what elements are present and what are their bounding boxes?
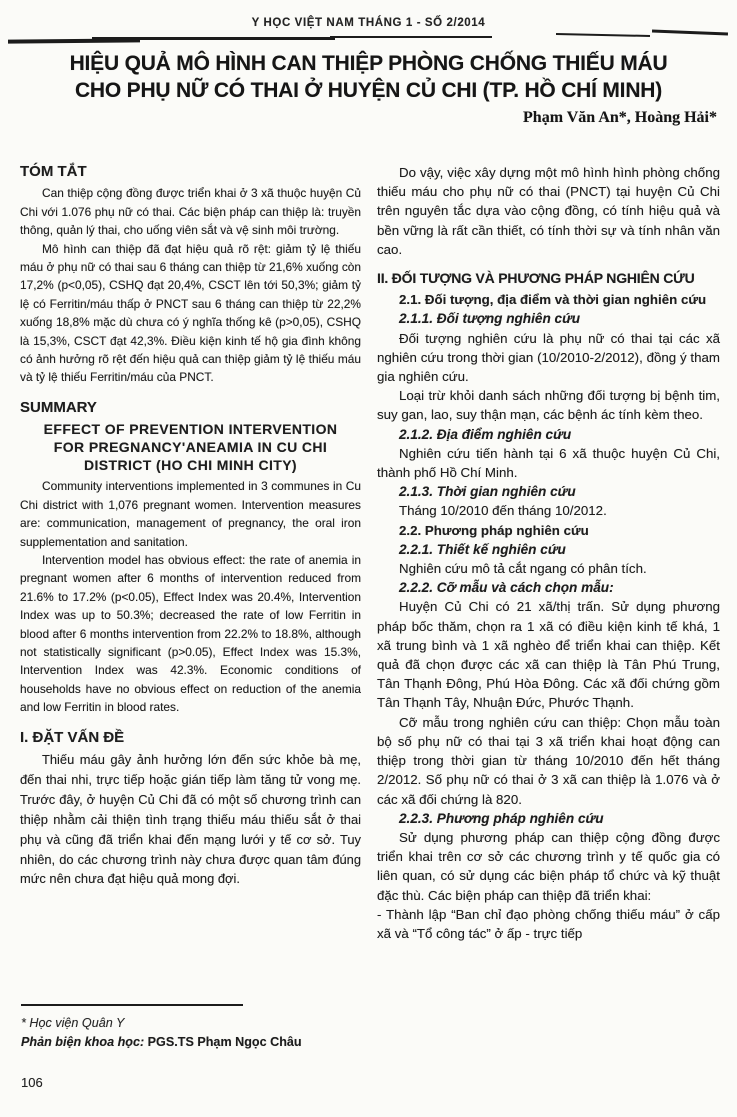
authors: Phạm Văn An*, Hoàng Hải* [523, 109, 717, 126]
subsection-heading-2-1-2: 2.1.2. Địa điểm nghiên cứu [399, 426, 572, 442]
footnote-rule [21, 1004, 243, 1006]
footnote-reviewer-value: PGS.TS Phạm Ngọc Châu [147, 1035, 302, 1049]
abstract-heading: TÓM TẮT [20, 163, 87, 180]
header-rule-segment [556, 33, 650, 37]
article-title-line1: HIỆU QUẢ MÔ HÌNH CAN THIỆP PHÒNG CHỐNG THIẾU MÁU [69, 52, 668, 75]
body-paragraph-list-item: - Thành lập “Ban chỉ đạo phòng chống thiếu máu” ở cấp xã và “Tổ công tác” ở ấp - trực tiếp [377, 906, 720, 941]
abstract-paragraph: Can thiệp cộng đồng được triển khai ở 3 xã thuộc huyện Củ Chi với 1.076 phụ nữ có thai. Các biện pháp can thiệp là: truyền thông, quản lý thai, cho uống viên sắt và vệ sinh môi trường. [20, 186, 361, 238]
summary-title-line3: DISTRICT (HO CHI MINH CITY) [83, 457, 297, 474]
introduction-heading: I. ĐẶT VẤN ĐỀ [20, 728, 125, 746]
article-title-line2: CHO PHỤ NỮ CÓ THAI Ở HUYỆN CỦ CHI (TP. HỒ CHÍ MINH) [74, 79, 663, 102]
subsection-heading-2-2-3: 2.2.3. Phương pháp nghiên cứu [399, 810, 604, 826]
summary-title-line1: EFFECT OF PREVENTION INTERVENTION [43, 421, 338, 438]
footnote [21, 1014, 356, 1052]
introduction-paragraph: Thiếu máu gây ảnh hưởng lớn đến sức khỏe bà mẹ, đến thai nhi, trực tiếp hoặc gián tiếp làm tăng tử vong mẹ. Trước đây, ở huyện Củ Chi đã có một số chương trình can thiệp nhằm cải thiện tình trạng thiếu máu thiếu sắt ở thai phụ và cũng đã triển khai đến mạng lưới y tế cơ sở. Tuy nhiên, do các chương trình này chưa được quan tâm đúng mức nên chưa đạt hiệu quả mong đợi. [20, 751, 361, 887]
left-column [20, 163, 361, 889]
subsection-heading-2-1: 2.1. Đối tượng, địa điểm và thời gian nghiên cứu [399, 292, 707, 308]
abstract-paragraph: Mô hình can thiệp đã đạt hiệu quả rõ rệt: giảm tỷ lệ thiếu máu ở phụ nữ có thai sau 6 tháng can thiệp từ 21,6% xuống còn 17,2% (p<0,05), CSHQ đạt 20,4%, CSCT lên tới 50,3%; giảm tỷ lệ có Ferritin/máu thấp ở PNCT sau 6 tháng can thiệp từ 22,2% xuống 18,8% mặc dù chưa có ý nghĩa thống kê (p>0,05), CSHQ là 15,3%, CSCT đạt 42,3%. Điều kiện kinh tế hộ gia đình không có ảnh hưởng rõ rệt đến hiệu quả can thiệp giảm tỷ lệ thiếu máu và tỷ lệ thiếu Ferritin/máu của PNCT. [20, 241, 361, 385]
page-number: 106 [21, 1075, 43, 1090]
header-rule-segment [330, 36, 492, 38]
journal-header: Y HỌC VIỆT NAM THÁNG 1 - SỐ 2/2014 [251, 17, 486, 29]
summary-paragraph: Community interventions implemented in 3 communes in Cu Chi district with 1,076 pregnant women. Intervention measures are: communication, management of pregnancy, the oral iron supplementation and sanitation. [20, 479, 361, 549]
body-paragraph: Đối tượng nghiên cứu là phụ nữ có thai tại các xã nghiên cứu trong thời gian (10/2010-2/2012), đồng ý tham gia nghiên cứu. [377, 330, 720, 385]
body-paragraph: Loại trừ khỏi danh sách những đối tượng bị bệnh tim, suy gan, lao, suy thận mạn, các bệnh ác tính kèm theo. [377, 388, 720, 423]
summary-title-line2: FOR PREGNANCY'ANEAMIA IN CU CHI [53, 439, 328, 456]
right-column [377, 163, 720, 943]
header-rule-segment [92, 37, 335, 40]
subsection-heading-2-1-3: 2.1.3. Thời gian nghiên cứu [399, 484, 576, 500]
subsection-heading-2-2-1: 2.2.1. Thiết kế nghiên cứu [399, 541, 566, 557]
methods-section-heading: II. ĐỐI TƯỢNG VÀ PHƯƠNG PHÁP NGHIÊN CỨU [377, 270, 695, 287]
body-paragraph: Sử dụng phương pháp can thiệp cộng đồng được triển khai trên cơ sở các chương trình y tế quốc gia có liên quan, có sử dụng các biện pháp tổ chức và kỹ thuật đặc thù. Các biện pháp can thiệp đã triển khai: [377, 829, 720, 903]
body-paragraph: Nghiên cứu tiến hành tại 6 xã thuộc huyện Củ Chi, thành phố Hồ Chí Minh. [377, 445, 720, 481]
summary-heading: SUMMARY [20, 398, 97, 416]
body-paragraph: Tháng 10/2010 đến tháng 10/2012. [399, 503, 607, 519]
subsection-heading-2-2: 2.2. Phương pháp nghiên cứu [399, 522, 589, 538]
footnote-affiliation: * Học viện Quân Y [21, 1016, 125, 1030]
subsection-heading-2-2-2: 2.2.2. Cỡ mẫu và cách chọn mẫu: [399, 580, 614, 596]
footnote-reviewer [21, 1033, 356, 1052]
subsection-heading-2-1-1: 2.1.1. Đối tượng nghiên cứu [399, 311, 581, 327]
article-title [0, 50, 737, 104]
body-paragraph: Cỡ mẫu trong nghiên cứu can thiệp: Chọn mẫu toàn bộ số phụ nữ có thai tại 3 xã triển khai hoạt động can thiệp trong thời gian từ tháng 10/2010 đến hết tháng 2/2012. Số phụ nữ có thai ở 3 xã can thiệp là 1.076 và ở các xã đối chứng là 820. [377, 714, 720, 807]
body-paragraph: Huyện Củ Chi có 21 xã/thị trấn. Sử dụng phương pháp bốc thăm, chọn ra 1 xã có điều kiện kinh tế khá, 1 xã trung bình và 1 xã nghèo để triển khai can thiệp. Kết quả đã chọn được các xã can thiệp là Tân Phú Trung, Tân Thạnh Đông, Phú Hòa Đông. Các xã đối chứng gồm Tân Thạnh Tây, Nhuận Đức, Phước Thạnh. [377, 599, 720, 711]
body-paragraph: Do vậy, việc xây dựng một mô hình hình phòng chống thiếu máu cho phụ nữ có thai (PNCT) tại huyện Củ Chi trên nguyên tắc dựa vào cộng đồng, có tính hiệu quả và bền vững là rất cần thiết, có tính thời sự và tính nhân văn cao. [377, 165, 720, 257]
summary-english-title [20, 420, 361, 474]
body-paragraph: Nghiên cứu mô tả cắt ngang có phân tích. [399, 561, 647, 577]
footnote-reviewer-label: Phản biện khoa học: [21, 1035, 145, 1049]
header-rule-segment [652, 30, 728, 36]
summary-paragraph: Intervention model has obvious effect: the rate of anemia in pregnant women after 6 months of intervention reduced from 21.6% to 17.2% (p<0.05), Effect Index was 20.4%, Intervention Index was up to 50.3%; decreased the rate of low Ferritin in blood after 6 months intervention from 22.2% to 18.8%, although not statistically significant (p>0.05), Effect Index was 15.3%, Intervention Index was 42.3%. Economic conditions of households have no obvious effect on reduction of the anemia and low Ferritin in blood rates. [20, 552, 361, 715]
